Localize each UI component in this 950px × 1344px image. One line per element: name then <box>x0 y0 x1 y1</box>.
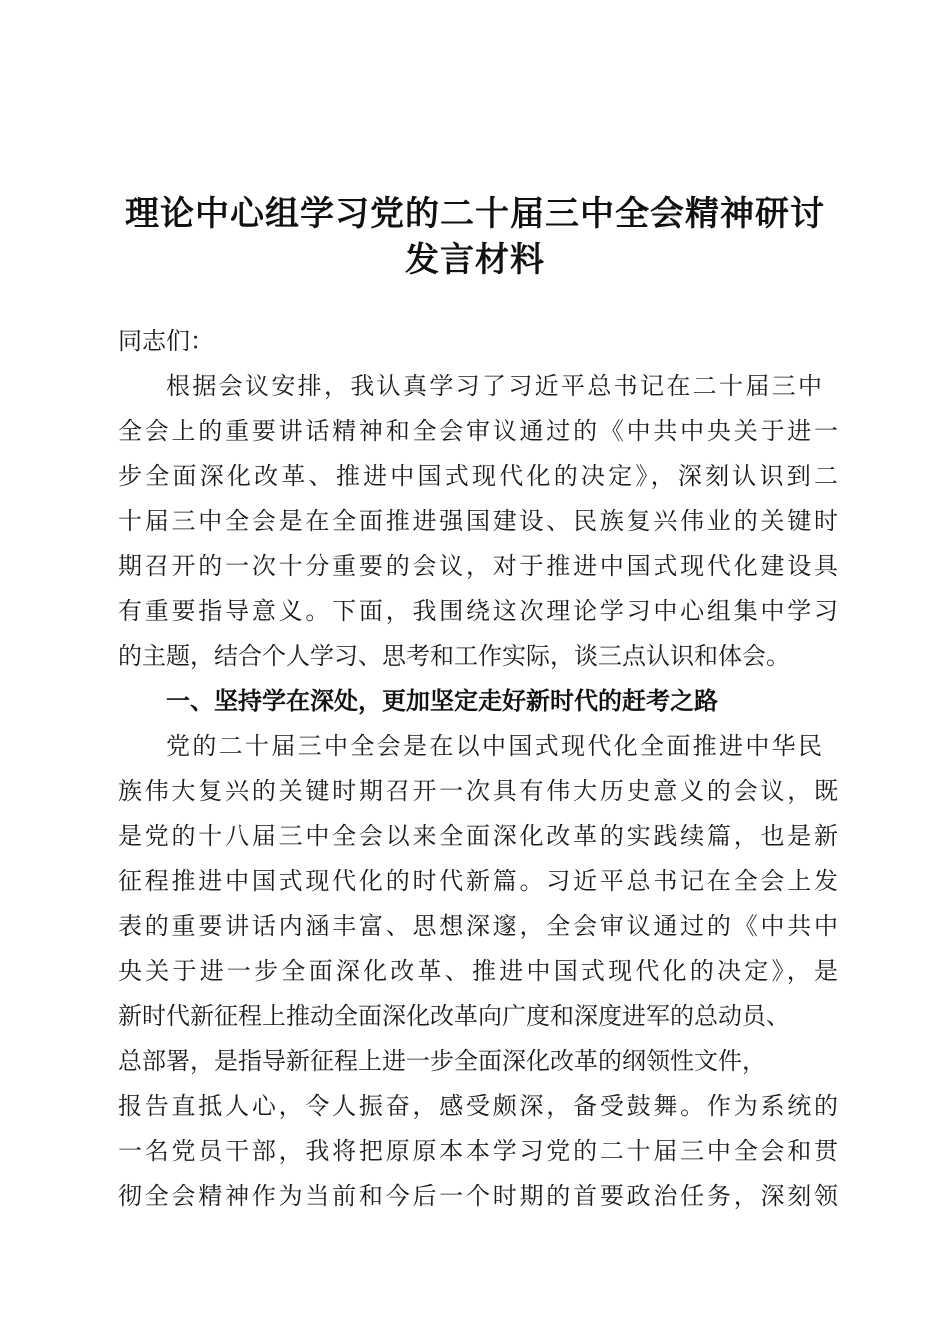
paragraph-2-line: 彻全会精神作为当前和今后一个时期的首要政治任务，深刻领 <box>118 1182 838 1210</box>
paragraph-2-line: 征程推进中国式现代化的时代新篇。习近平总书记在全会上发 <box>118 867 838 895</box>
paragraph-2-line: 是党的十八届三中全会以来全面深化改革的实践续篇，也是新 <box>118 822 838 850</box>
paragraph-1-line: 根据会议安排，我认真学习了习近平总书记在二十届三中 <box>166 372 822 400</box>
section-heading-1: 一、坚持学在深处，更加坚定走好新时代的赶考之路 <box>166 687 718 715</box>
document-title-line-1: 理论中心组学习党的二十届三中全会精神研讨 <box>125 194 825 234</box>
salutation: 同志们： <box>118 327 214 355</box>
paragraph-2-line: 央关于进一步全面深化改革、推进中国式现代化的决定》，是 <box>118 957 838 985</box>
paragraph-2-line: 新时代新征程上推动全面深化改革向广度和深度进军的总动员、 <box>118 1002 790 1030</box>
paragraph-2-line: 表的重要讲话内涵丰富、思想深邃，全会审议通过的《中共中 <box>118 912 838 940</box>
paragraph-1-line: 有重要指导意义。下面，我围绕这次理论学习中心组集中学习 <box>118 597 838 625</box>
paragraph-1-line: 期召开的一次十分重要的会议，对于推进中国式现代化建设具 <box>118 552 838 580</box>
paragraph-1-line: 步全面深化改革、推进中国式现代化的决定》，深刻认识到二 <box>118 462 838 490</box>
document-title-line-2: 发言材料 <box>405 240 545 280</box>
paragraph-2-line: 族伟大复兴的关键时期召开一次具有伟大历史意义的会议，既 <box>118 777 838 805</box>
paragraph-2-line: 报告直抵人心，令人振奋，感受颇深，备受鼓舞。作为系统的 <box>118 1092 838 1120</box>
paragraph-1-line: 全会上的重要讲话精神和全会审议通过的《中共中央关于进一 <box>118 417 838 445</box>
paragraph-2-line: 总部署，是指导新征程上进一步全面深化改革的纲领性文件， <box>118 1047 766 1075</box>
paragraph-2-line: 一名党员干部，我将把原原本本学习党的二十届三中全会和贯 <box>118 1137 838 1165</box>
paragraph-1-line: 的主题，结合个人学习、思考和工作实际，谈三点认识和体会。 <box>118 642 790 670</box>
paragraph-1-line: 十届三中全会是在全面推进强国建设、民族复兴伟业的关键时 <box>118 507 838 535</box>
paragraph-2-line: 党的二十届三中全会是在以中国式现代化全面推进中华民 <box>166 732 822 760</box>
